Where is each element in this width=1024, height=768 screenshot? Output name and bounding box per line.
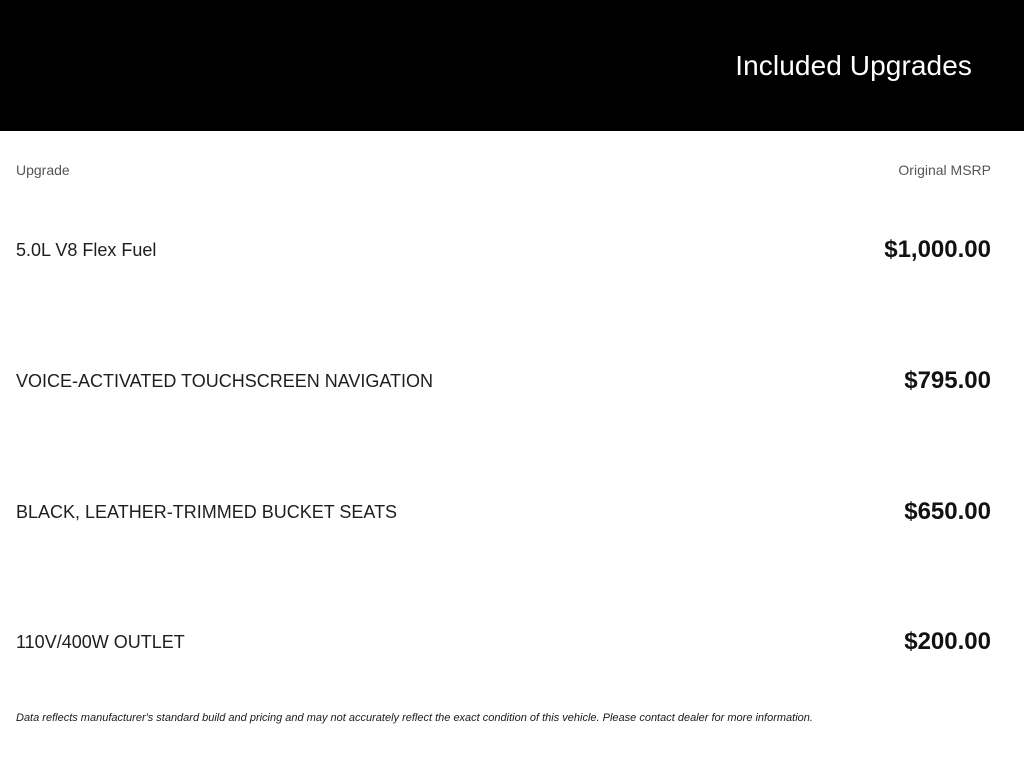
header-bar bbox=[0, 0, 1024, 131]
disclaimer-text: Data reflects manufacturer's standard build and pricing and may not accurately reflect the exact condition of this vehicle. Please contact dealer for more information. bbox=[16, 712, 813, 724]
upgrade-price: $650.00 bbox=[904, 498, 991, 525]
upgrade-row bbox=[0, 361, 1024, 401]
upgrade-name: 5.0L V8 Flex Fuel bbox=[16, 240, 157, 260]
upgrade-price: $1,000.00 bbox=[884, 236, 991, 263]
column-header-upgrade: Upgrade bbox=[16, 162, 70, 178]
upgrade-row bbox=[0, 622, 1024, 662]
upgrade-name: VOICE-ACTIVATED TOUCHSCREEN NAVIGATION bbox=[16, 371, 434, 391]
upgrade-row bbox=[0, 230, 1024, 270]
page-title: Included Upgrades bbox=[735, 50, 972, 81]
upgrade-price: $795.00 bbox=[904, 367, 991, 394]
upgrade-name: BLACK, LEATHER-TRIMMED BUCKET SEATS bbox=[16, 502, 398, 522]
upgrade-row bbox=[0, 492, 1024, 532]
column-header-msrp: Original MSRP bbox=[898, 162, 991, 178]
upgrade-price: $200.00 bbox=[904, 628, 991, 655]
upgrade-name: 110V/400W OUTLET bbox=[16, 632, 185, 652]
